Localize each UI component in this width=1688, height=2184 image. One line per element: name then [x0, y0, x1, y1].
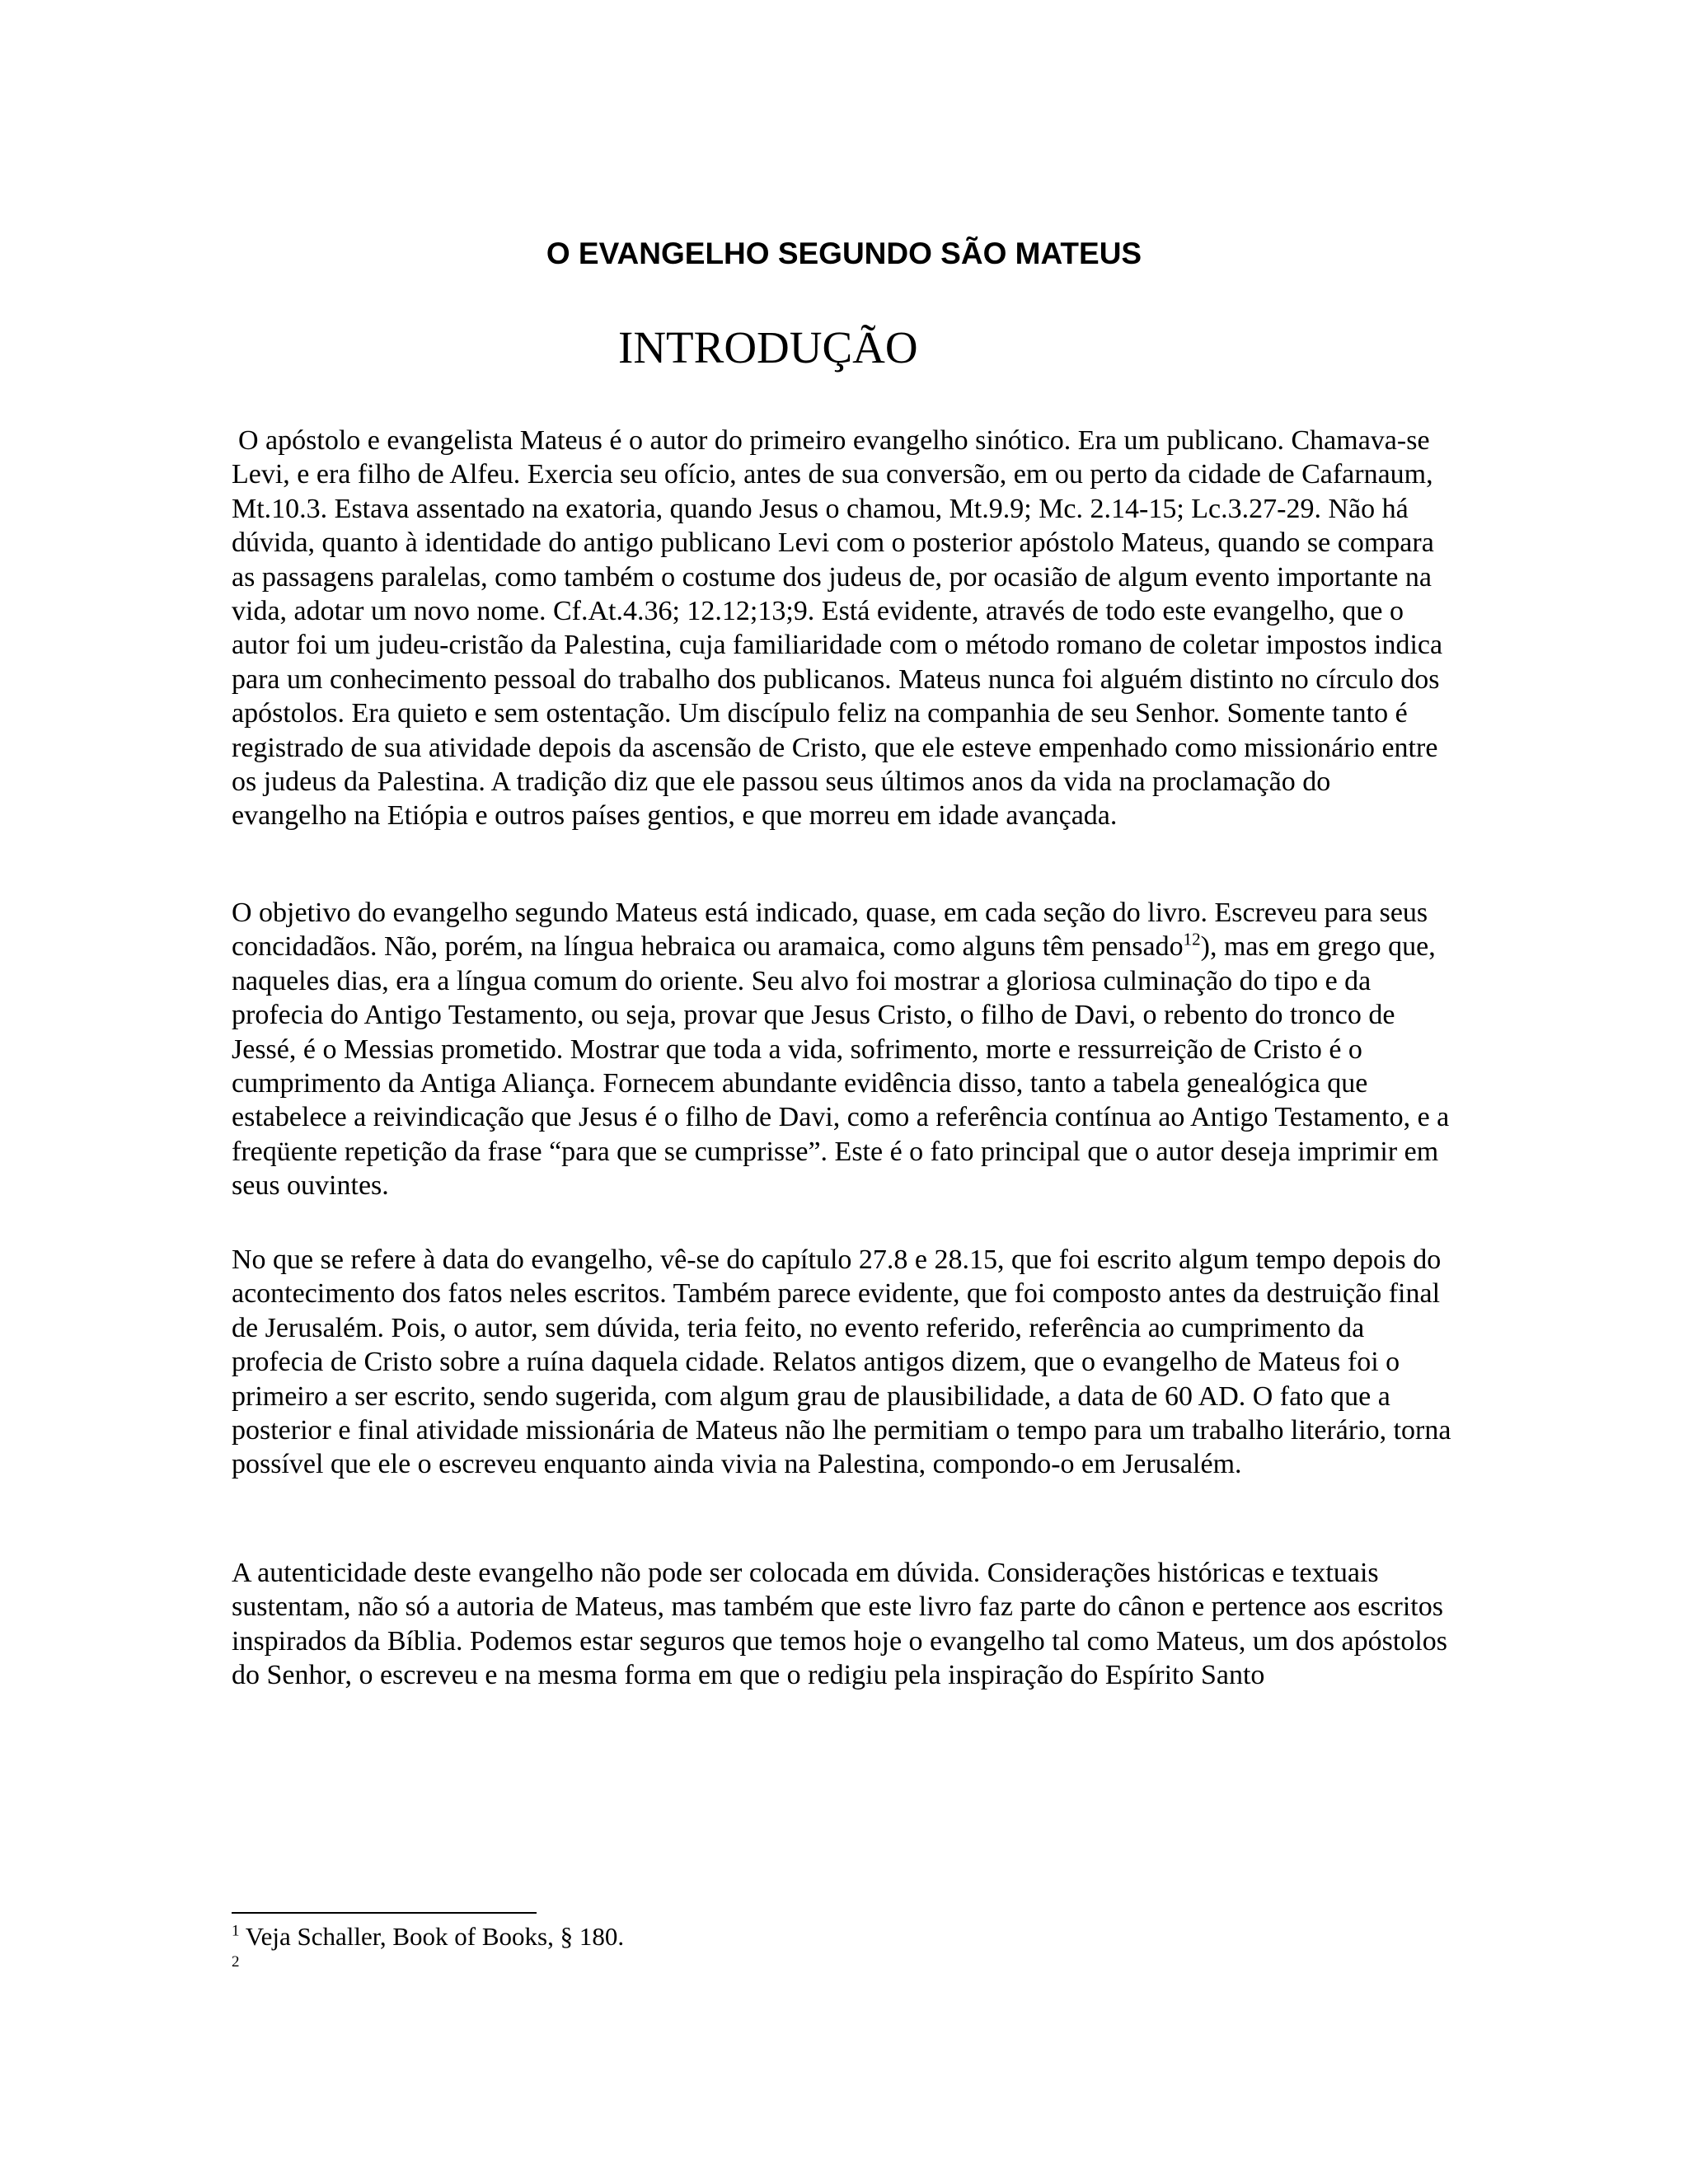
section-heading-introduction: INTRODUÇÃO: [618, 322, 918, 373]
footnote-number: 2: [232, 1953, 240, 1971]
paragraph-text: A autenticidade deste evangelho não pode ser colocada em dúvida. Considerações históricas e textuais sustentam, não só a autoria de Mateus, mas também que este livro faz parte do cânon e pertence aos escritos inspirados da Bíblia. Podemos estar seguros que temos hoje o evangelho tal como Mateus, um dos apóstolos do Senhor, o escreveu e na mesma forma em que o redigiu pela inspiração do Espírito Santo: [232, 1558, 1447, 1691]
paragraph-authenticity: [232, 1556, 1451, 1693]
footnote-2: [232, 1953, 1451, 1971]
footnote-text: Veja Schaller, Book of Books, § 180.: [245, 1922, 625, 1951]
paragraph-text-after-ref: ), mas em grego que, naqueles dias, era a língua comum do oriente. Seu alvo foi mostrar a gloriosa culminação do tipo e da profecia do Antigo Testamento, ou seja, provar que Jesus Cristo, o filho de Davi, o rebento do tronco de Jessé, é o Messias prometido. Mostrar que toda a vida, sofrimento, morte e ressurreição de Cristo é o cumprimento da Antiga Aliança. Fornecem abundante evidência disso, tanto a tabela genealógica que estabelece a reivindicação que Jesus é o filho de Davi, como a referência contínua ao Antigo Testamento, e a freqüente repetição da frase “para que se cumprisse”. Este é o fato principal que o autor deseja imprimir em seus ouvintes.: [232, 931, 1450, 1202]
footnote-reference: 12: [1183, 930, 1201, 950]
document-title: O EVANGELHO SEGUNDO SÃO MATEUS: [546, 237, 1142, 270]
footnote-number: 1: [232, 1922, 240, 1940]
paragraph-text: [232, 896, 1451, 1203]
footnote-1: [232, 1920, 1451, 1953]
paragraph-text: No que se refere à data do evangelho, vê-se do capítulo 27.8 e 28.15, que foi escrito algum tempo depois do acontecimento dos fatos neles escritos. Também parece evidente, que foi composto antes da destruição final de Jerusalém. Pois, o autor, sem dúvida, teria feito, no evento referido, referência ao cumprimento da profecia de Cristo sobre a ruína daquela cidade. Relatos antigos dizem, que o evangelho de Mateus foi o primeiro a ser escrito, sendo sugerida, com algum grau de plausibilidade, a data de 60 AD. O fato que a posterior e final atividade missionária de Mateus não lhe permitiam o tempo para um trabalho literário, torna possível que ele o escreveu enquanto ainda vivia na Palestina, compondo-o em Jerusalém.: [232, 1244, 1451, 1480]
paragraph-text-before-ref: O objetivo do evangelho segundo Mateus está indicado, quase, em cada seção do livro. Escreveu para seus concidadãos. Não, porém, na língua hebraica ou aramaica, como alguns têm pensado: [232, 898, 1428, 963]
paragraph-date: [232, 1243, 1451, 1482]
footnotes: [232, 1920, 1451, 1971]
paragraph-purpose: [232, 896, 1451, 1203]
footnote-separator: [232, 1912, 537, 1914]
paragraph-text: O apóstolo e evangelista Mateus é o autor do primeiro evangelho sinótico. Era um publicano. Chamava-se Levi, e era filho de Alfeu. Exercia seu ofício, antes de sua conversão, em ou perto da cidade de Cafarnaum, Mt.10.3. Estava assentado na exatoria, quando Jesus o chamou, Mt.9.9; Mc. 2.14-15; Lc.3.27-29. Não há dúvida, quanto à identidade do antigo publicano Levi com o posterior apóstolo Mateus, quando se compara as passagens paralelas, como também o costume dos judeus de, por ocasião de algum evento importante na vida, adotar um novo nome. Cf.At.4.36; 12.12;13;9. Está evidente, através de todo este evangelho, que o autor foi um judeu-cristão da Palestina, cuja familiaridade com o método romano de coletar impostos indica para um conhecimento pessoal do trabalho dos publicanos. Mateus nunca foi alguém distinto no círculo dos apóstolos. Era quieto e sem ostentação. Um discípulo feliz na companhia de seu Senhor. Somente tanto é registrado de sua atividade depois da ascensão de Cristo, que ele esteve empenhado como missionário entre os judeus da Palestina. A tradição diz que ele passou seus últimos anos da vida na proclamação do evangelho na Etiópia e outros países gentios, e que morreu em idade avançada.: [232, 425, 1443, 832]
paragraph-author: [232, 424, 1451, 833]
